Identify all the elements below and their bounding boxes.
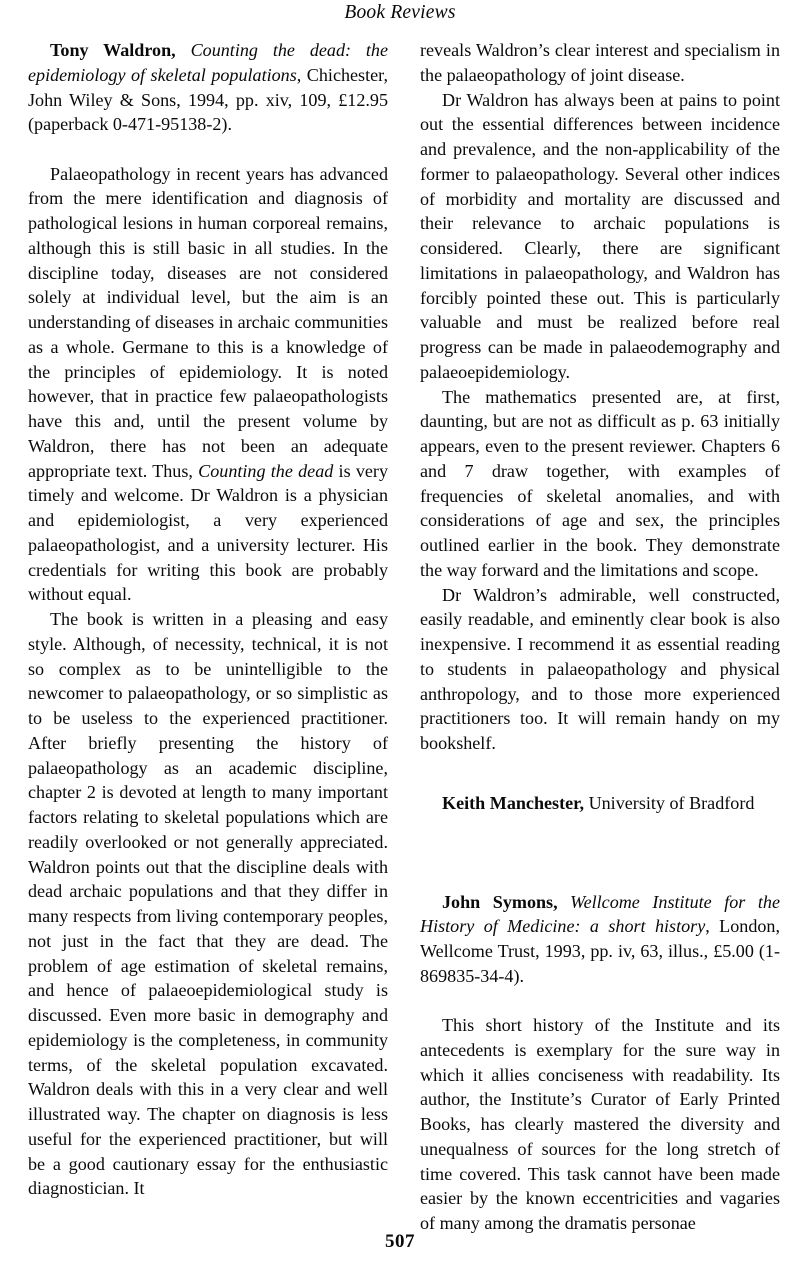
review-paragraph: The book is written in a pleasing and easy style. Although, of necessity, technical, it is not so complex as to be unintelligible to the newcomer to palaeopathology, or so simplistic as to be useless to the experienced practitioner. After briefly presenting the history of palaeopathology as an academic discipline, chapter 2 is devoted at length to many important factors relating to skeletal populations which are readily overlooked or not generally appreciated. Waldron points out that the discipline deals with dead archaic populations and that they differ in many respects from living contemporary peoples, not just in the fact that they are dead. The problem of age estimation of skeletal remains, and hence of palaeoepidemiological study is discussed. Even more basic in demography and epidemiology is the completeness, in community terms, of the skeletal population excavated. Waldron deals with this in a very clear and well illustrated way. The chapter on diagnosis is less useful for the experienced practitioner, but will be a good cautionary essay for the enthusiastic diagnostician. It: [28, 609, 388, 1199]
two-column-body: [28, 38, 780, 1234]
reviewer-name: Keith Manchester,: [442, 792, 585, 813]
citation-imprint: , London, Wellcome Trust, 1993, pp. iv, 63, illus., £5.00 (1-869835-34-4).: [420, 916, 780, 986]
citation-title: Counting the dead: the epidemiology of skeletal populations: [28, 40, 388, 85]
page-number: 507: [385, 1231, 415, 1252]
paragraph-text-part-2: is very timely and welcome. Dr Waldron is a physician and epidemiologist, a very experienced palaeopathologist, and a university lecturer. His credentials for writing this book are probably without equal.: [28, 460, 388, 605]
spacer: [420, 756, 780, 791]
review-paragraph: This short history of the Institute and its antecedents is exemplary for the sure way in which it allies conciseness with readability. Its author, the Institute’s Curator of Early Printed Books, has clearly mastered the diversity and unequalness of sources for the long stretch of time covered. This task cannot have been made easier by the known eccentricities and vagaries of many among the dramatis personae: [420, 1015, 780, 1234]
citation-author: Tony Waldron,: [50, 40, 176, 60]
review-paragraph: Dr Waldron has always been at pains to point out the essential differences between incidence and prevalence, and the non-applicability of the former to palaeopathology. Several other indices of morbidity and mortality are discussed and their relevance to archaic populations is considered. Clearly, there are significant limitations in palaeopathology, and Waldron has forcibly pointed these out. This is particularly valuable and must be realized before real progress can be made in palaeodemography and palaeoepidemiology.: [420, 89, 780, 382]
review-paragraph-continued: reveals Waldron’s clear interest and specialism in the palaeopathology of joint disease.: [420, 40, 780, 85]
reviewer-signature: [420, 791, 780, 816]
citation-author: John Symons,: [442, 891, 558, 912]
citation-title: Wellcome Institute for the History of Medicine: a short history: [420, 891, 780, 937]
paragraph-text-part-1: Palaeopathology in recent years has advanced from the mere identification and diagnosis of pathological lesions in human corporeal remains, although this is still basic in all studies. In the discipline today, diseases are not considered solely at individual level, but the aim is an understanding of diseases in archaic communities as a whole. Germane to this is a knowledge of the principles of epidemiology. It is noted however, that in practice few palaeopathologists have this and, until the present volume by Waldron, there has not been an adequate appropriate text. Thus,: [28, 163, 388, 481]
citation-imprint: , Chichester, John Wiley & Sons, 1994, pp. xiv, 109, £12.95 (paperback 0-471-95138-2).: [28, 64, 388, 135]
running-head: Book Reviews: [344, 2, 456, 23]
column-left: [28, 38, 388, 1203]
spacer: [420, 816, 780, 890]
book-citation-waldron: [28, 38, 388, 137]
book-citation-symons: [420, 890, 780, 989]
review-paragraph: [28, 162, 388, 608]
column-right: [420, 38, 780, 1234]
reviewer-affiliation: University of Bradford: [584, 792, 755, 813]
spacer: [28, 137, 388, 162]
inline-italic-book-title: Counting the dead: [198, 460, 334, 481]
review-paragraph: Dr Waldron’s admirable, well constructed, easily readable, and eminently clear book is also inexpensive. I recommend it as essential reading to students in palaeopathology and physical anthropology, and to those more experienced practitioners too. It will remain handy on my bookshelf.: [420, 584, 780, 753]
spacer: [420, 989, 780, 1014]
review-paragraph: The mathematics presented are, at first, daunting, but are not as difficult as p. 63 initially appears, even to the present reviewer. Chapters 6 and 7 draw together, with examples of frequencies of skeletal anomalies, and with considerations of age and sex, the principles outlined earlier in the book. They demonstrate the way forward and the limitations and scope.: [420, 386, 780, 580]
